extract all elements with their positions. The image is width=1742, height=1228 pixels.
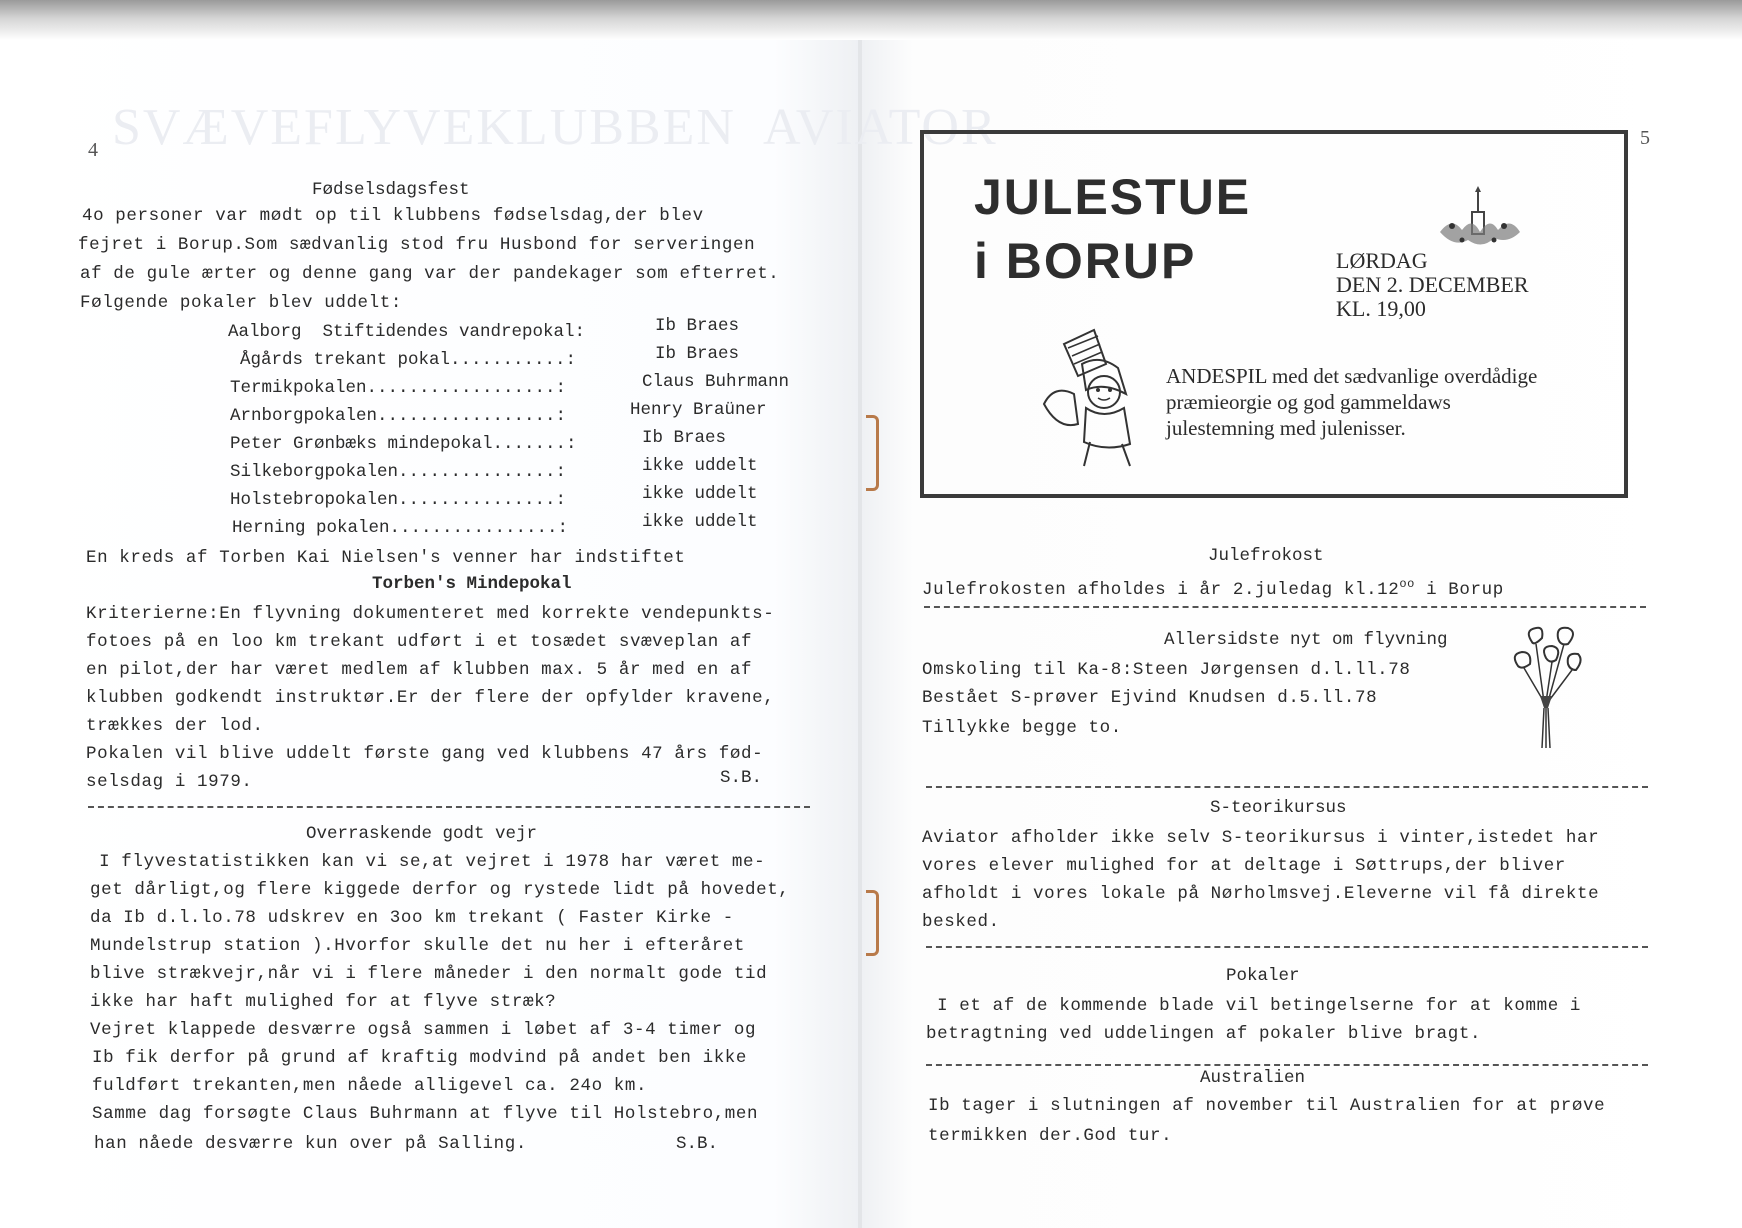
flower-bouquet-icon xyxy=(1508,622,1584,750)
trophy-name: Ågårds trekant pokal...........: xyxy=(240,350,577,370)
paragraph-line: afholdt i vores lokale på Nørholmsvej.Eleverne vil få direkte xyxy=(922,884,1600,904)
paragraph-line: selsdag i 1979. xyxy=(86,772,253,792)
paragraph-line: Tillykke begge to. xyxy=(922,718,1122,738)
section-title-weather: Overraskende godt vejr xyxy=(306,824,538,844)
signature: S.B. xyxy=(676,1134,719,1154)
staple-top xyxy=(866,415,879,491)
time-superscript: oo xyxy=(1399,577,1415,591)
trophy-winner: Henry Braüner xyxy=(630,400,767,420)
memorial-intro: En kreds af Torben Kai Nielsen's venner har indstiftet xyxy=(86,548,686,568)
paragraph-line: Ib tager i slutningen af november til Australien for at prøve xyxy=(928,1096,1606,1116)
paragraph-line: han nåede desværre kun over på Salling. xyxy=(94,1134,527,1154)
trophy-winner: ikke uddelt xyxy=(642,456,758,476)
section-divider xyxy=(926,1064,1648,1066)
section-title-news: Allersidste nyt om flyvning xyxy=(1164,630,1448,650)
julestue-advertisement xyxy=(920,130,1628,498)
trophy-winner: Claus Buhrmann xyxy=(642,372,790,392)
julefrokost-text xyxy=(922,574,1504,600)
paragraph-line: Ib fik derfor på grund af kraftig modvind på andet ben ikke xyxy=(92,1048,748,1068)
paragraph-line: get dårligt,og flere kiggede derfor og rystede lidt på hovedet, xyxy=(90,880,790,900)
trophy-name: Silkeborgpokalen...............: xyxy=(230,462,567,482)
julefrokost-text-main: Julefrokosten afholdes i år 2.juledag kl.12 xyxy=(922,579,1400,600)
paragraph-line: ikke har haft mulighed for at flyve stræk? xyxy=(90,992,557,1012)
paragraph-line: Omskoling til Ka-8:Steen Jørgensen d.l.ll.78 xyxy=(922,660,1411,680)
trophy-name: Herning pokalen................: xyxy=(232,518,569,538)
christmas-elf-icon xyxy=(1034,324,1154,472)
section-title-birthday: Fødselsdagsfest xyxy=(312,180,470,200)
paragraph-line: besked. xyxy=(922,912,1000,932)
julefrokost-title: Julefrokost xyxy=(1208,546,1324,566)
trophy-winner: Ib Braes xyxy=(642,428,727,448)
paragraph-line: af de gule ærter og denne gang var der pandekager som efterret. xyxy=(80,264,780,284)
trophy-winner: ikke uddelt xyxy=(642,512,758,532)
staple-bottom xyxy=(866,890,879,956)
bleed-through-header: SVÆVEFLYVEKLUBBEN AVIATOR xyxy=(112,99,998,156)
ad-date-line: KL. 19,00 xyxy=(1336,296,1426,321)
trophy-name: Termikpokalen..................: xyxy=(230,378,567,398)
ad-date-line: DEN 2. DECEMBER xyxy=(1336,272,1529,297)
section-divider xyxy=(926,786,1648,788)
memorial-title: Torben's Mindepokal xyxy=(372,574,572,594)
paragraph-line: Aviator afholder ikke selv S-teorikursus i vinter,istedet har xyxy=(922,828,1600,848)
ad-date-line: LØRDAG xyxy=(1336,248,1428,273)
julefrokost-text-after: i Borup xyxy=(1414,579,1504,600)
trophy-winner: Ib Braes xyxy=(655,316,740,336)
candle-wreath-icon xyxy=(1432,186,1528,266)
paragraph-line: klubben godkendt instruktør.Er der flere der opfylder kravene, xyxy=(86,688,775,708)
trophy-winner: ikke uddelt xyxy=(642,484,758,504)
paragraph-line: I flyvestatistikken kan vi se,at vejret i 1978 har været me- xyxy=(88,852,766,872)
signature: S.B. xyxy=(720,768,763,788)
paragraph-line: 4o personer var mødt op til klubbens fødselsdag,der blev xyxy=(82,206,704,226)
paragraph-line: blive strækvejr,når vi i flere måneder i den normalt gode tid xyxy=(90,964,768,984)
paragraph-line: fuldført trekanten,men nåede alligevel ca. 24o km. xyxy=(92,1076,648,1096)
paragraph-line: trækkes der lod. xyxy=(86,716,264,736)
paragraph-line: betragtning ved uddelingen af pokaler blive bragt. xyxy=(926,1024,1482,1044)
paragraph-line: en pilot,der har været medlem af klubben max. 5 år med en af xyxy=(86,660,753,680)
trophy-name: Arnborgpokalen.................: xyxy=(230,406,567,426)
paragraph-line: Bestået S-prøver Ejvind Knudsen d.5.ll.78 xyxy=(922,688,1378,708)
paragraph-line: I et af de kommende blade vil betingelserne for at komme i xyxy=(926,996,1582,1016)
paragraph-line: Mundelstrup station ).Hvorfor skulle det nu her i efteråret xyxy=(90,936,746,956)
section-title-australia: Australien xyxy=(1200,1068,1306,1088)
page-number-right: 5 xyxy=(1640,127,1650,149)
paragraph-line: vores elever mulighed for at deltage i Søttrups,der bliver xyxy=(922,856,1566,876)
paragraph-line: da Ib d.l.lo.78 udskrev en 3oo km trekant ( Faster Kirke - xyxy=(90,908,734,928)
paragraph-line: Følgende pokaler blev uddelt: xyxy=(80,293,402,313)
ad-title-line2: i BORUP xyxy=(974,233,1197,289)
paragraph-line: Vejret klappede desværre også sammen i løbet af 3-4 timer og xyxy=(90,1020,757,1040)
section-divider xyxy=(924,606,1646,608)
page-number-left: 4 xyxy=(88,139,98,161)
paragraph-line: Samme dag forsøgte Claus Buhrmann at flyve til Holstebro,men xyxy=(92,1104,759,1124)
ad-body-line: ANDESPIL med det sædvanlige overdådige xyxy=(1166,364,1538,388)
section-title-julefrokost xyxy=(1208,546,1324,566)
section-title-theory: S-teorikursus xyxy=(1210,798,1347,818)
ad-body-line: julestemning med julenisser. xyxy=(1166,416,1406,440)
trophy-name: Aalborg Stiftidendes vandrepokal: xyxy=(228,322,586,342)
ad-body-line: præmieorgie og god gammeldaws xyxy=(1166,390,1451,414)
paragraph-line: fejret i Borup.Som sædvanlig stod fru Husbond for serveringen xyxy=(78,235,756,255)
paragraph-line: termikken der.God tur. xyxy=(928,1126,1173,1146)
paragraph-line: fotoes på en loo km trekant udført i et tosædet svæveplan af xyxy=(86,632,753,652)
trophy-name: Holstebropokalen...............: xyxy=(230,490,567,510)
trophy-winner: Ib Braes xyxy=(655,344,740,364)
section-divider xyxy=(926,946,1648,948)
trophy-name: Peter Grønbæks mindepokal.......: xyxy=(230,434,577,454)
paragraph-line: Kriterierne:En flyvning dokumenteret med korrekte vendepunkts- xyxy=(86,604,775,624)
section-title-trophies: Pokaler xyxy=(1226,966,1300,986)
paragraph-line: Pokalen vil blive uddelt første gang ved klubbens 47 års fød- xyxy=(86,744,764,764)
ad-title-line1: JULESTUE xyxy=(974,169,1252,225)
binding-gutter xyxy=(858,40,862,1228)
section-divider xyxy=(88,806,810,808)
